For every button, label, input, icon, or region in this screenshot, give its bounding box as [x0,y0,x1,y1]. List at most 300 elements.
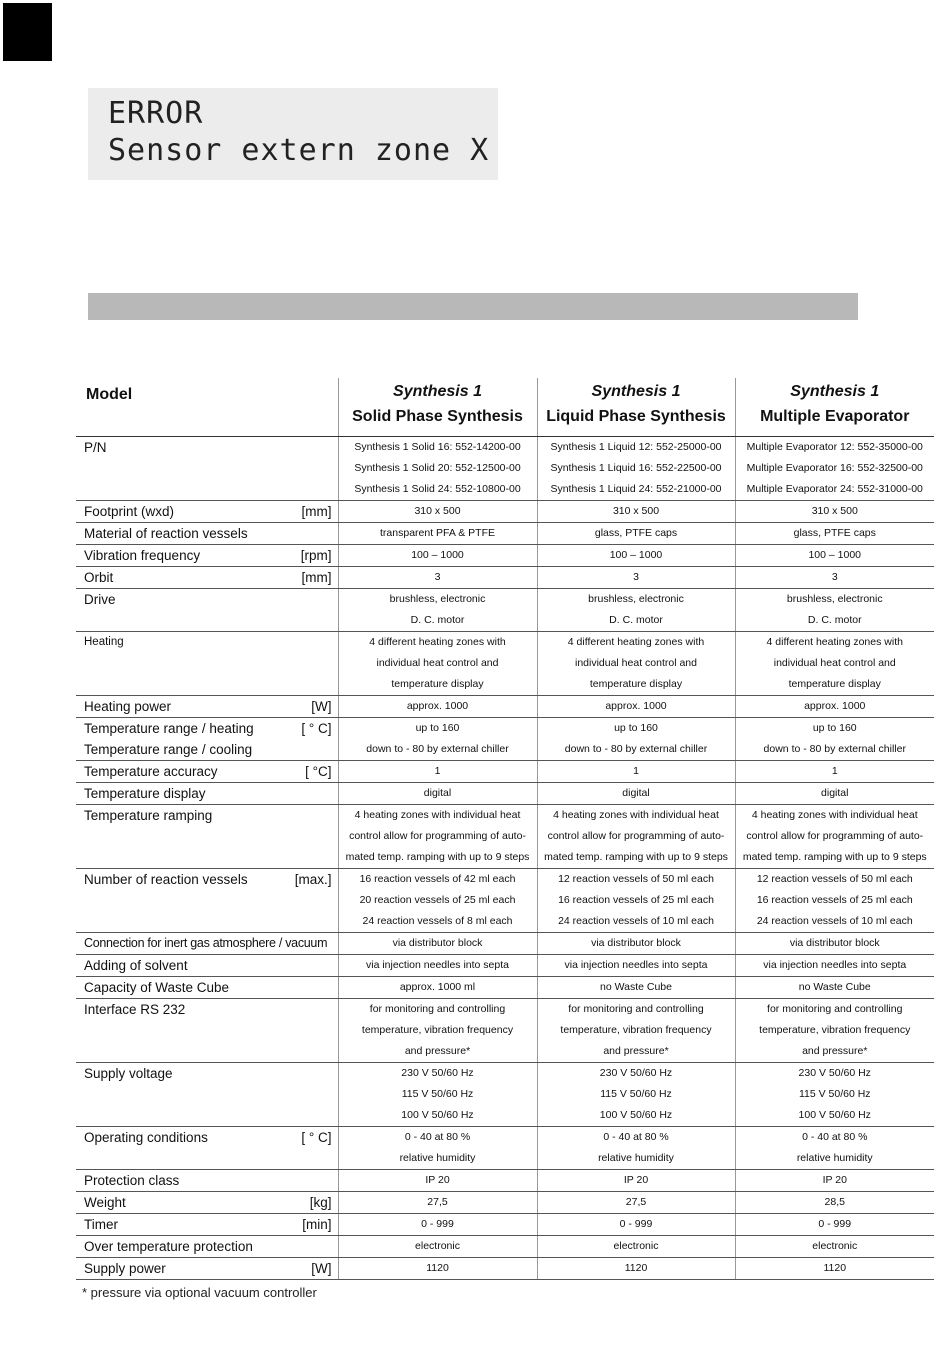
row-label [76,567,338,588]
value-line: relative humidity [399,1152,476,1164]
row-label [76,933,338,954]
row-label [76,589,338,610]
value-cell [537,1170,735,1192]
value-line: 3 [434,571,441,583]
value-line: 100 V 50/60 Hz [599,1109,673,1121]
value-cell [338,589,537,632]
value-cell [735,761,934,783]
column-header [735,378,934,437]
value-line: mated temp. ramping with up to 9 steps [544,851,728,863]
value-line: Synthesis 1 Solid 24: 552-10800-00 [354,483,521,495]
table-row [76,1127,934,1170]
value-line: via distributor block [591,937,681,949]
row-label-cell [76,1258,338,1280]
row-label-text: Vibration frequency [84,548,201,563]
row-label [76,761,338,782]
table-row [76,869,934,933]
value-cell [338,523,537,545]
row-label [76,1258,338,1279]
row-label-text: Temperature display [84,786,206,801]
row-label-cell [76,1063,338,1127]
value-cell [735,805,934,869]
value-line: 1 [831,765,838,777]
value-cell [338,718,537,761]
row-unit: [kg] [309,1195,332,1210]
value-line: for monitoring and controlling [568,1003,704,1015]
value-line: D. C. motor [807,614,862,626]
value-cell [537,1127,735,1170]
row-label [76,869,338,890]
row-label-cell [76,805,338,869]
column-name: Multiple Evaporator [760,408,910,425]
section-bar [88,293,858,320]
row-label-cell [76,1127,338,1170]
row-label-text: Temperature range / cooling [84,742,253,757]
table-row [76,1258,934,1280]
value-cell [735,1170,934,1192]
row-label-cell [76,523,338,545]
column-name: Solid Phase Synthesis [352,408,523,425]
row-label-cell [76,977,338,999]
row-unit: [ ° C] [301,721,332,736]
value-line: 20 reaction vessels of 25 ml each [359,894,516,906]
table-header-row [76,378,934,437]
value-line: temperature, vibration frequency [361,1024,514,1036]
value-line: mated temp. ramping with up to 9 steps [345,851,530,863]
value-cell [735,632,934,696]
value-line: electronic [415,1240,460,1252]
value-line: 24 reaction vessels of 10 ml each [558,915,714,927]
value-line: temperature display [589,678,683,690]
value-line: 115 V 50/60 Hz [600,1088,672,1100]
row-label-cell [76,501,338,523]
value-line: down to - 80 by external chiller [366,743,509,755]
value-cell [735,1236,934,1258]
value-line: Synthesis 1 Liquid 16: 552-22500-00 [550,462,722,474]
value-cell [537,632,735,696]
value-line: electronic [812,1240,858,1252]
value-cell [537,501,735,523]
table-row [76,1236,934,1258]
footnote: * pressure via optional vacuum controller [82,1285,317,1300]
model-label: Model [86,386,133,403]
table-row [76,999,934,1063]
value-cell [735,437,934,501]
value-cell [735,523,934,545]
row-label-text: Drive [84,592,116,607]
table-row [76,437,934,501]
table-row [76,783,934,805]
value-cell [537,437,735,501]
value-line: individual heat control and [574,657,697,669]
value-line: 310 x 500 [414,505,461,517]
value-line: 24 reaction vessels of 10 ml each [756,915,913,927]
row-label [76,805,338,826]
value-cell [537,783,735,805]
value-cell [537,805,735,869]
value-cell [338,999,537,1063]
value-cell [537,567,735,589]
value-line: control allow for programming of auto- [547,830,725,842]
value-cell [338,1063,537,1127]
row-label-text: Heating [84,636,124,648]
value-line: 3 [633,571,639,583]
value-line: 16 reaction vessels of 42 ml each [359,873,516,885]
value-line: IP 20 [425,1174,450,1186]
value-line: IP 20 [623,1174,649,1186]
value-cell [537,977,735,999]
value-cell [537,718,735,761]
row-label-cell [76,632,338,696]
value-line: 0 - 999 [619,1218,653,1230]
value-line: for monitoring and controlling [767,1003,903,1015]
row-label-text: Material of reaction vessels [84,526,248,541]
model-header-cell [76,378,338,437]
column-header [338,378,537,437]
row-label [76,1170,338,1191]
value-cell [735,1127,934,1170]
value-cell [735,545,934,567]
row-label [76,632,338,653]
row-label [76,437,338,458]
value-line: temperature, vibration frequency [560,1024,712,1036]
page-corner-marker [3,3,52,61]
row-label-cell [76,999,338,1063]
row-label-text: Protection class [84,1173,180,1188]
table-row [76,718,934,761]
row-label-text: Number of reaction vessels [84,872,248,887]
row-label [76,523,338,544]
row-unit: [W] [311,1261,332,1276]
row-label-text: Supply voltage [84,1066,173,1081]
value-cell [338,696,537,718]
value-line: Synthesis 1 Solid 20: 552-12500-00 [354,462,521,474]
table-row [76,523,934,545]
value-cell [338,761,537,783]
table-row [76,933,934,955]
value-cell [338,955,537,977]
row-label-cell [76,1236,338,1258]
row-label-text: Footprint (wxd) [84,504,175,519]
row-label [76,1127,338,1148]
row-label [76,1192,338,1213]
value-line: 100 – 1000 [808,549,862,561]
column-name: Liquid Phase Synthesis [546,408,726,425]
value-cell [735,783,934,805]
value-cell [537,1063,735,1127]
value-cell [338,1192,537,1214]
value-line: electronic [613,1240,659,1252]
value-cell [338,501,537,523]
value-line: approx. 1000 [406,700,469,712]
value-cell [735,869,934,933]
value-cell [537,589,735,632]
value-line: via distributor block [789,937,880,949]
table-row [76,1170,934,1192]
value-line: 12 reaction vessels of 50 ml each [756,873,913,885]
lcd-line-1: ERROR [108,96,204,131]
row-label-cell [76,437,338,501]
value-line: relative humidity [796,1152,873,1164]
value-cell [338,567,537,589]
value-cell [537,696,735,718]
value-line: individual heat control and [773,657,896,669]
row-label-text: Interface RS 232 [84,1002,186,1017]
value-line: up to 160 [415,722,460,734]
value-line: 24 reaction vessels of 8 ml each [362,915,513,927]
value-line: 12 reaction vessels of 50 ml each [558,873,714,885]
row-label-cell [76,1192,338,1214]
row-label-cell [76,545,338,567]
row-label [76,501,338,522]
table-row [76,1063,934,1127]
value-line: D. C. motor [609,614,663,626]
value-cell [735,977,934,999]
value-line: for monitoring and controlling [369,1003,506,1015]
value-line: 115 V 50/60 Hz [401,1088,474,1100]
value-line: down to - 80 by external chiller [763,743,906,755]
value-line: and pressure* [802,1045,868,1057]
table-row [76,696,934,718]
value-line: D. C. motor [410,614,465,626]
value-cell [537,1236,735,1258]
value-line: Synthesis 1 Liquid 12: 552-25000-00 [550,441,722,453]
value-line: no Waste Cube [798,981,871,993]
value-cell [735,718,934,761]
table-row [76,805,934,869]
value-line: relative humidity [598,1152,674,1164]
row-label-cell [76,589,338,632]
row-label [76,1214,338,1235]
row-label-cell [76,783,338,805]
row-unit: [W] [311,699,332,714]
value-cell [537,955,735,977]
row-label-text: Operating conditions [84,1130,208,1145]
value-line: IP 20 [822,1174,847,1186]
value-cell [338,437,537,501]
row-label-text: Capacity of Waste Cube [84,980,230,995]
value-cell [537,999,735,1063]
value-line: 4 different heating zones with [369,636,506,648]
value-line: up to 160 [812,722,857,734]
value-line: 100 – 1000 [411,549,464,561]
value-cell [735,696,934,718]
value-cell [338,1236,537,1258]
value-line: individual heat control and [376,657,499,669]
table-row [76,567,934,589]
row-label-text: Adding of solvent [84,958,188,973]
value-line: temperature display [788,678,881,690]
value-line: 230 V 50/60 Hz [599,1067,673,1079]
value-line: brushless, electronic [389,593,486,605]
table-row [76,1214,934,1236]
value-line: control allow for programming of auto- [746,830,924,842]
value-line: temperature, vibration frequency [759,1024,911,1036]
value-cell [338,1258,537,1280]
spec-table [76,378,934,1280]
row-label-text: Heating power [84,699,172,714]
value-line: Multiple Evaporator 16: 552-32500-00 [746,462,923,474]
row-label-cell [76,1170,338,1192]
value-line: 28,5 [824,1196,845,1208]
row-label-text: Timer [84,1217,118,1232]
value-line: 100 V 50/60 Hz [798,1109,871,1121]
row-label-text: P/N [84,440,107,455]
value-line: approx. 1000 ml [399,981,476,993]
value-line: 1120 [823,1262,847,1274]
table-row [76,545,934,567]
value-cell [338,545,537,567]
value-line: 0 - 40 at 80 % [603,1131,669,1143]
value-cell [537,523,735,545]
row-unit: [min] [302,1217,332,1232]
row-label-cell [76,869,338,933]
value-line: approx. 1000 [804,700,866,712]
row-label [76,718,338,760]
value-line: and pressure* [603,1045,669,1057]
value-line: digital [423,787,452,799]
value-line: no Waste Cube [600,981,672,993]
value-cell [338,1170,537,1192]
row-label-text: Weight [84,1195,126,1210]
value-line: 4 heating zones with individual heat [751,809,918,821]
value-line: 1 [434,765,441,777]
value-line: 3 [831,571,838,583]
row-label-cell [76,696,338,718]
value-line: and pressure* [404,1045,471,1057]
value-line: 4 heating zones with individual heat [354,809,521,821]
value-cell [537,1258,735,1280]
value-line: 115 V 50/60 Hz [798,1088,871,1100]
row-label-text: Connection for inert gas atmosphere / vacuum [84,936,328,950]
row-label-text: Temperature range / heating [84,721,254,736]
table-row [76,589,934,632]
value-line: via injection needles into septa [763,959,907,971]
row-label-cell [76,761,338,783]
value-line: digital [821,787,849,799]
row-label-text: Over temperature protection [84,1239,253,1254]
value-cell [735,1192,934,1214]
row-label [76,545,338,566]
value-cell [735,589,934,632]
column-series: Synthesis 1 [393,383,482,400]
row-label-text: Orbit [84,570,114,585]
value-cell [735,933,934,955]
value-line: 4 different heating zones with [766,636,903,648]
row-label-cell [76,718,338,761]
value-line: 310 x 500 [612,505,660,517]
row-label-cell [76,567,338,589]
value-line: up to 160 [614,722,658,734]
value-cell [537,1192,735,1214]
value-cell [735,955,934,977]
value-line: approx. 1000 [605,700,667,712]
value-line: 100 V 50/60 Hz [401,1109,474,1121]
lcd-line-2: Sensor extern zone X [108,133,490,168]
row-unit: [rpm] [300,548,332,563]
value-line: 0 - 40 at 80 % [404,1131,471,1143]
value-line: 16 reaction vessels of 25 ml each [558,894,714,906]
row-unit: [mm] [301,504,332,519]
value-line: via injection needles into septa [365,959,509,971]
value-line: 27,5 [427,1196,448,1208]
value-cell [338,869,537,933]
value-cell [735,1214,934,1236]
value-cell [338,933,537,955]
value-line: 27,5 [625,1196,647,1208]
row-label [76,955,338,976]
value-line: glass, PTFE caps [793,527,876,539]
row-label [76,977,338,998]
row-label-cell [76,955,338,977]
value-line: via distributor block [392,937,483,949]
value-cell [735,501,934,523]
table-row [76,977,934,999]
value-cell [338,632,537,696]
table-row [76,1192,934,1214]
value-line: temperature display [391,678,484,690]
table-row [76,632,934,696]
value-line: 230 V 50/60 Hz [401,1067,474,1079]
value-line: 4 different heating zones with [567,636,705,648]
row-unit: [ °C] [305,764,332,779]
value-line: Multiple Evaporator 24: 552-31000-00 [746,483,923,495]
value-cell [537,1214,735,1236]
value-line: Synthesis 1 Liquid 24: 552-21000-00 [550,483,722,495]
value-cell [735,567,934,589]
value-line: 0 - 999 [818,1218,852,1230]
column-header [537,378,735,437]
value-cell [537,933,735,955]
value-cell [537,869,735,933]
row-label-text: Temperature accuracy [84,764,218,779]
value-cell [735,999,934,1063]
row-label-cell [76,1214,338,1236]
value-cell [735,1063,934,1127]
value-cell [338,977,537,999]
row-unit: [mm] [301,570,332,585]
row-label-text: Temperature ramping [84,808,213,823]
value-line: 100 – 1000 [609,549,663,561]
row-unit: [ ° C] [301,1130,332,1145]
value-cell [537,545,735,567]
value-line: 16 reaction vessels of 25 ml each [756,894,913,906]
row-unit: [max.] [294,872,332,887]
column-series: Synthesis 1 [591,383,681,400]
value-line: 4 heating zones with individual heat [553,809,719,821]
table-row [76,501,934,523]
value-line: 0 - 999 [421,1218,454,1230]
value-line: Multiple Evaporator 12: 552-35000-00 [746,441,923,453]
value-cell [338,805,537,869]
value-line: digital [622,787,650,799]
row-label [76,783,338,804]
value-line: glass, PTFE caps [594,527,678,539]
row-label-cell [76,933,338,955]
column-series: Synthesis 1 [790,383,880,400]
value-line: via injection needles into septa [564,959,708,971]
value-cell [338,1127,537,1170]
value-cell [537,761,735,783]
row-label [76,999,338,1020]
value-cell [338,1214,537,1236]
lcd-display [88,88,498,180]
value-line: brushless, electronic [588,593,684,605]
value-line: mated temp. ramping with up to 9 steps [742,851,927,863]
value-line: down to - 80 by external chiller [564,743,708,755]
table-row [76,955,934,977]
value-line: control allow for programming of auto- [349,830,526,842]
